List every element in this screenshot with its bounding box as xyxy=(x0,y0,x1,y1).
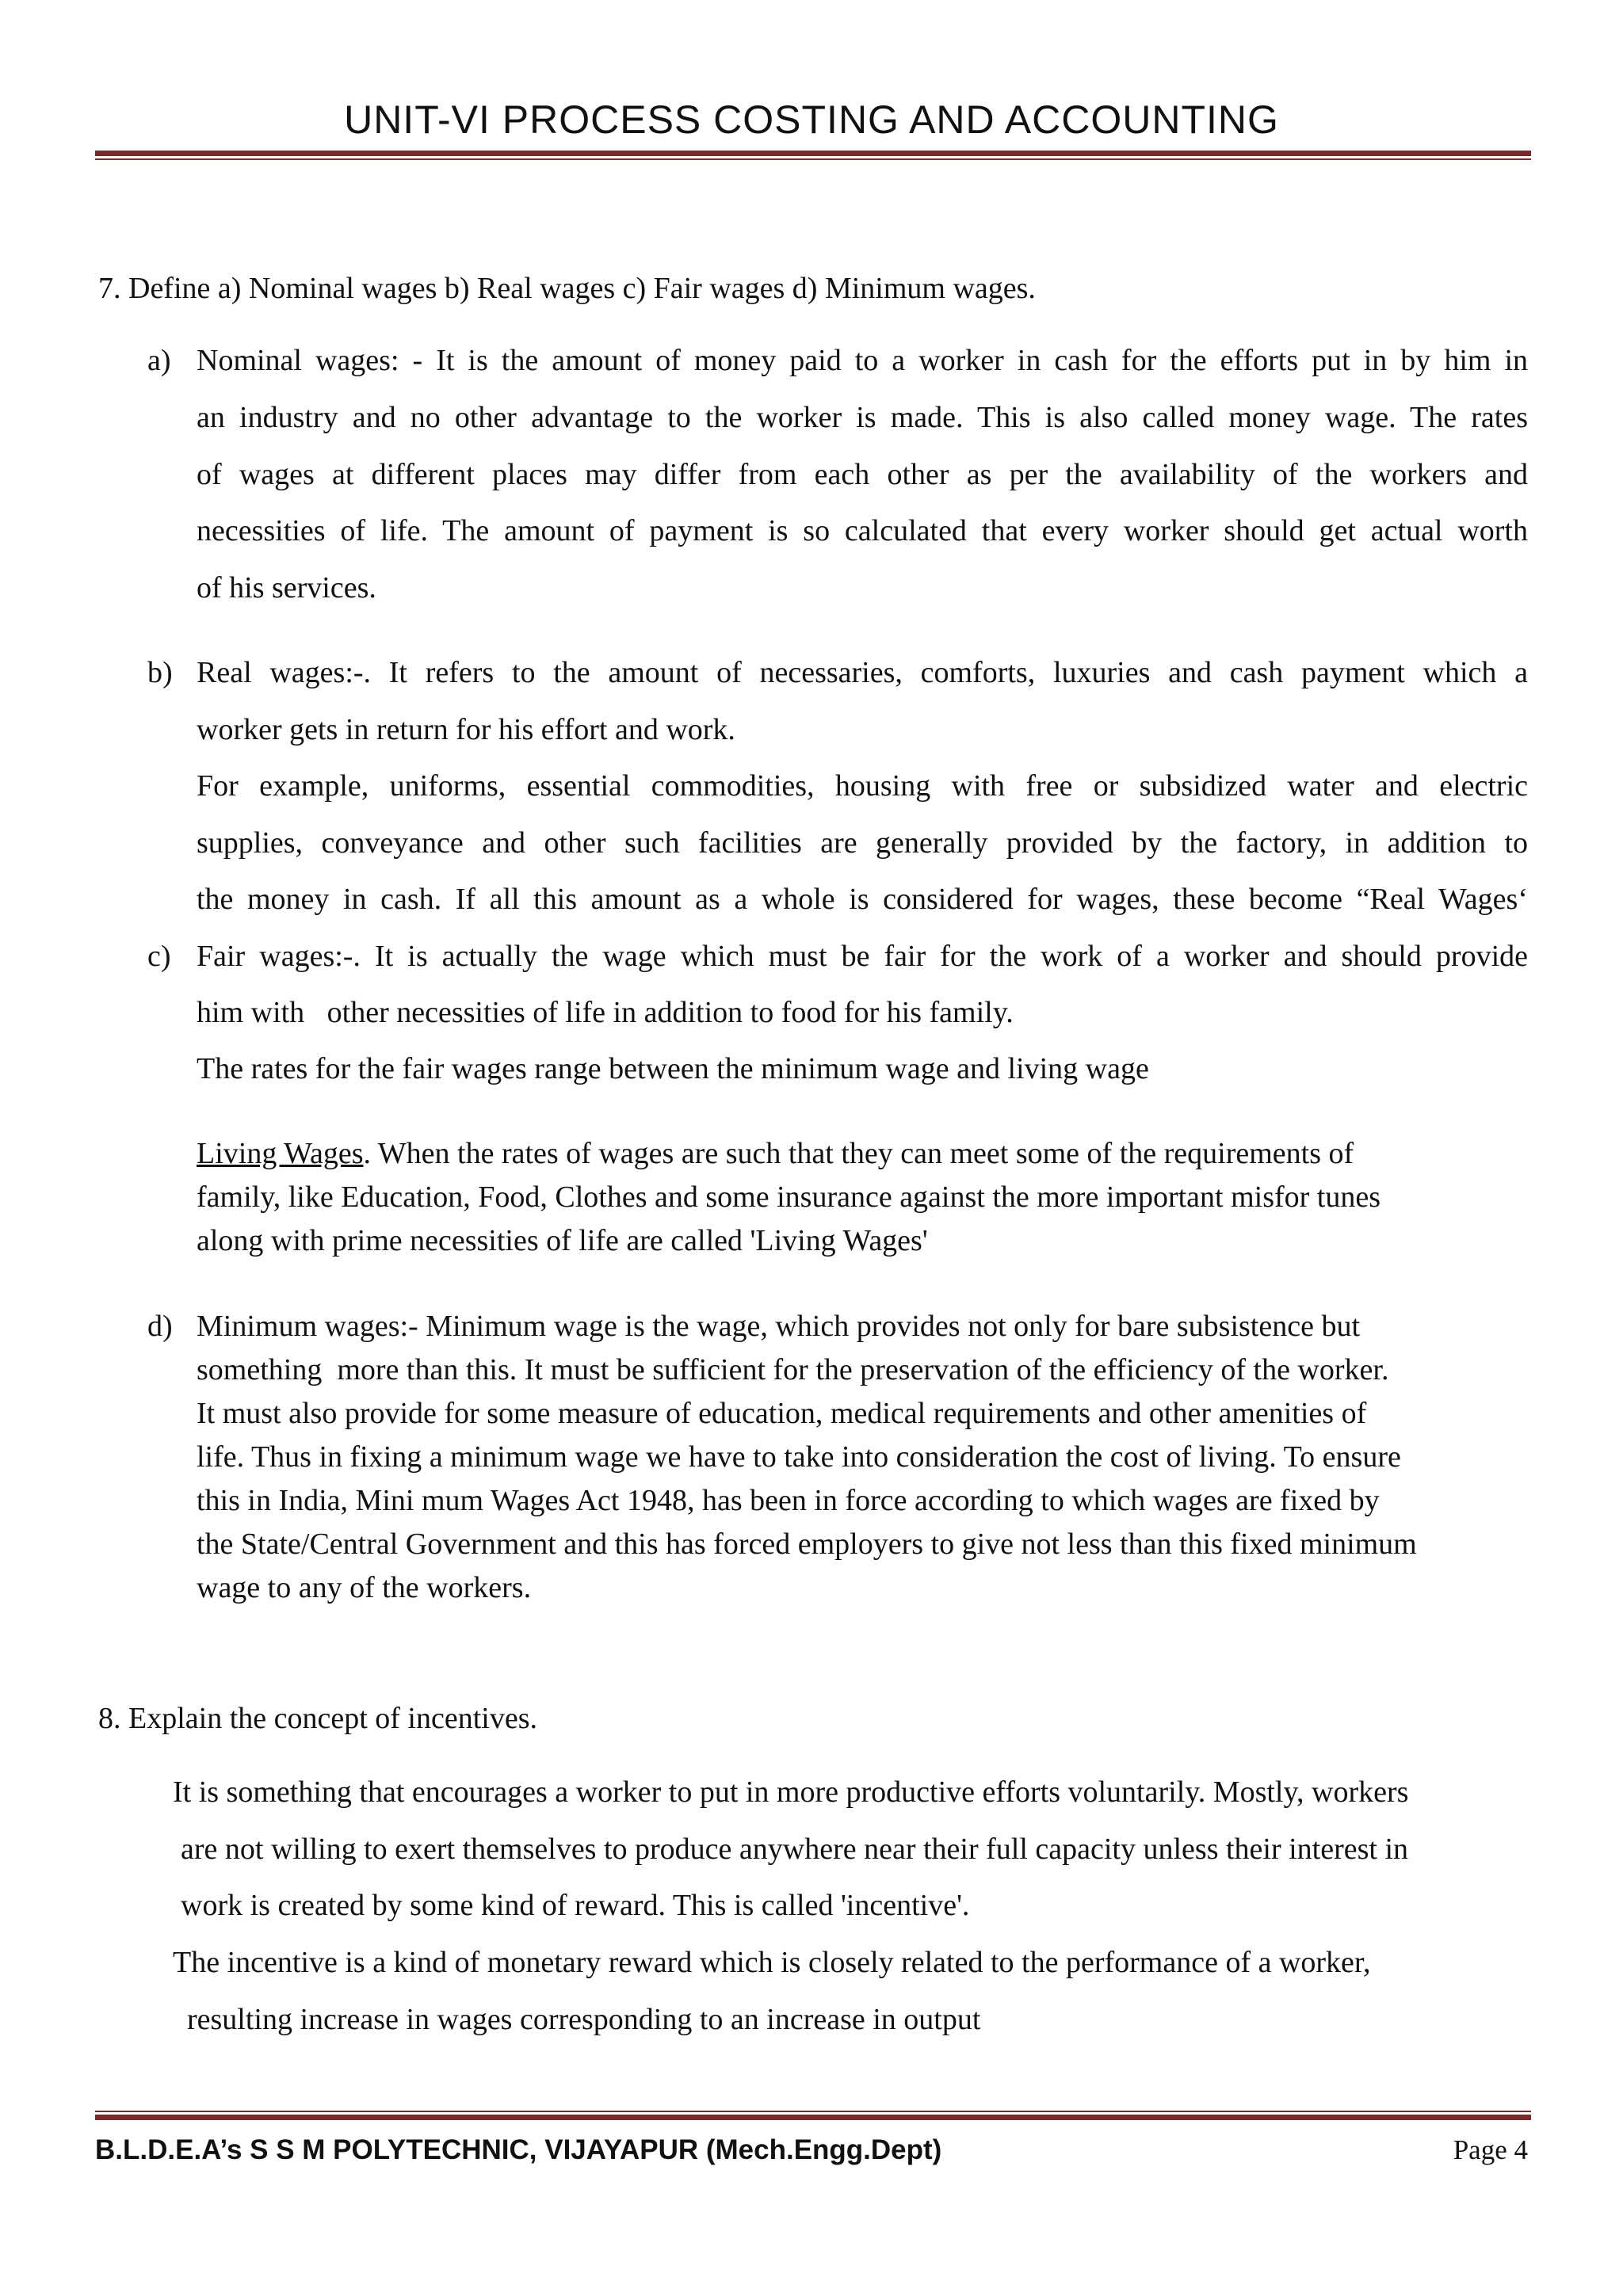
living-wages-line: family, like Education, Food, Clothes and some insurance against the more important misfor tunes xyxy=(197,1180,1381,1214)
item-b-line: worker gets in return for his effort and work. xyxy=(197,713,735,746)
footer-institution: B.L.D.E.A’s S S M POLYTECHNIC, VIJAYAPUR (Mech.Engg.Dept) xyxy=(95,2134,942,2165)
question-8: 8. Explain the concept of incentives. xyxy=(98,1702,537,1735)
item-a-line: necessities of life. The amount of payment is so calculated that every worker should get actual worth xyxy=(197,514,1528,547)
item-a-line: of his services. xyxy=(197,571,376,605)
question-7: 7. Define a) Nominal wages b) Real wages c) Fair wages d) Minimum wages. xyxy=(98,272,1036,305)
item-d-line: something more than this. It must be sufficient for the preservation of the efficiency of the worker. xyxy=(197,1353,1389,1386)
living-wages-text: . When the rates of wages are such that they can meet some of the requirements of xyxy=(363,1137,1354,1170)
item-a-line: an industry and no other advantage to the worker is made. This is also called money wage. The rates xyxy=(197,401,1528,434)
living-wages-line xyxy=(197,1138,1354,1169)
item-c-line: The rates for the fair wages range between the minimum wage and living wage xyxy=(197,1052,1149,1085)
q8-paragraph-line: are not willing to exert themselves to produce anywhere near their full capacity unless their interest in xyxy=(181,1833,1409,1866)
item-d-line: Minimum wages:- Minimum wage is the wage, which provides not only for bare subsistence but xyxy=(197,1310,1361,1343)
item-b-line: For example, uniforms, essential commodities, housing with free or subsidized water and electric xyxy=(197,769,1528,803)
item-c-line: Fair wages:-. It is actually the wage which must be fair for the work of a worker and should provide xyxy=(197,940,1528,973)
q8-paragraph-line: The incentive is a kind of monetary reward which is closely related to the performance of a worker, xyxy=(173,1946,1371,1979)
item-c-line: him with other necessities of life in addition to food for his family. xyxy=(197,996,1014,1029)
q8-paragraph-line: resulting increase in wages corresponding to an increase in output xyxy=(187,2003,981,2036)
q8-paragraph-line: It is something that encourages a worker to put in more productive efforts voluntarily. Mostly, workers xyxy=(173,1775,1409,1809)
q8-paragraph-line: work is created by some kind of reward. This is called 'incentive'. xyxy=(181,1889,970,1922)
item-c-marker: c) xyxy=(147,940,171,973)
item-b-line: Real wages:-. It refers to the amount of necessaries, comforts, luxuries and cash payment which a xyxy=(197,656,1528,689)
item-d-marker: d) xyxy=(147,1310,173,1343)
item-a-line: Nominal wages: - It is the amount of money paid to a worker in cash for the efforts put in by him in xyxy=(197,344,1528,377)
item-d-line: this in India, Mini mum Wages Act 1948, has been in force according to which wages are fixed by xyxy=(197,1484,1380,1517)
header-rule xyxy=(95,151,1531,160)
footer-rule xyxy=(95,2111,1531,2120)
item-b-line: supplies, conveyance and other such facilities are generally provided by the factory, in addition to xyxy=(197,826,1528,860)
page-number: Page 4 xyxy=(1453,2134,1528,2165)
item-a-marker: a) xyxy=(147,344,171,377)
item-b-line: the money in cash. If all this amount as a whole is considered for wages, these become “Real Wages‘ xyxy=(197,883,1528,916)
item-b-marker: b) xyxy=(147,656,173,689)
item-d-line: It must also provide for some measure of education, medical requirements and other amenities of xyxy=(197,1397,1367,1430)
item-d-line: wage to any of the workers. xyxy=(197,1571,532,1604)
living-wages-line: along with prime necessities of life are called 'Living Wages' xyxy=(197,1224,928,1257)
living-wages-term: Living Wages xyxy=(197,1137,364,1170)
page-header-title: UNIT-VI PROCESS COSTING AND ACCOUNTING xyxy=(344,97,1279,142)
item-d-line: life. Thus in fixing a minimum wage we have to take into consideration the cost of living. To ensure xyxy=(197,1440,1401,1474)
item-a-line: of wages at different places may differ from each other as per the availability of the workers and xyxy=(197,458,1528,491)
item-d-line: the State/Central Government and this has forced employers to give not less than this fixed minimum xyxy=(197,1527,1417,1561)
